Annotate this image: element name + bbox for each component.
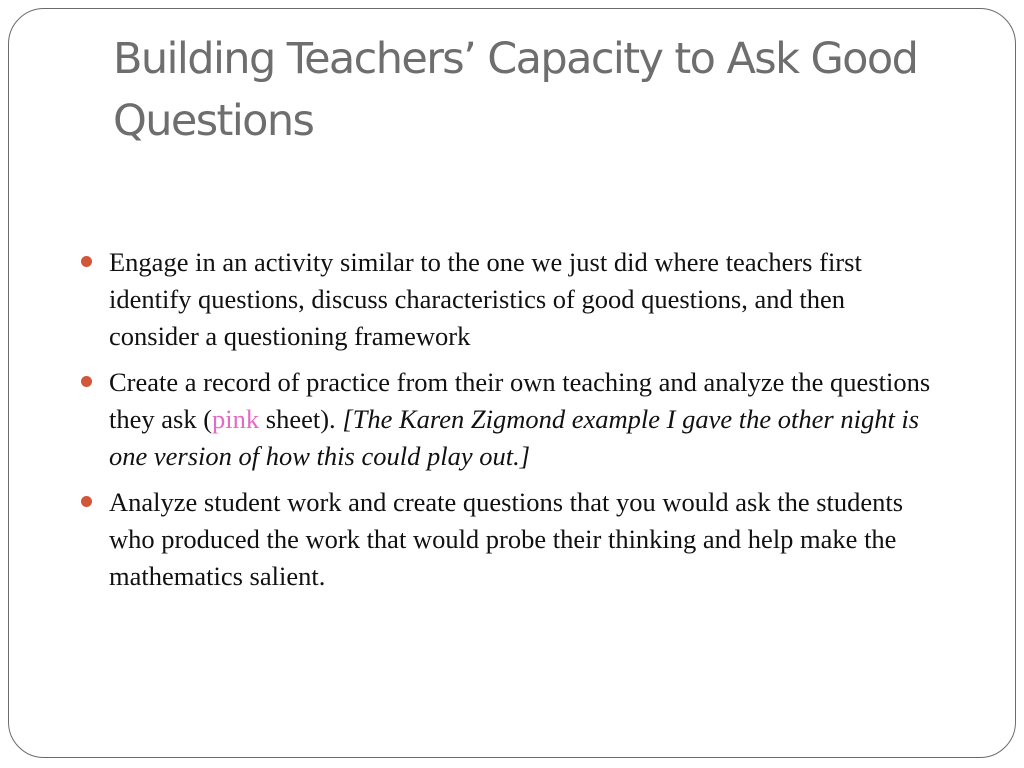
bullet-text-1: Engage in an activity similar to the one we just did where teachers first identify questions, discuss characteristics of good questions, and then consider a questioning framework — [109, 247, 862, 351]
bullet-item-2 — [80, 364, 940, 475]
bullet-text-2-after: sheet). — [259, 404, 343, 434]
pink-highlight-text: pink — [212, 404, 260, 434]
bullet-dot-icon — [81, 256, 92, 267]
bullet-text-2-before: Create a record of practice from their own teaching and analyze the questions they ask ( — [109, 367, 931, 434]
bullet-dot-icon — [81, 496, 92, 507]
bullet-italic-note: [The Karen Zigmond example I gave the other night is one version of how this could play out.] — [109, 404, 920, 471]
bullet-item-1 — [80, 244, 940, 355]
slide-title: Building Teachers’ Capacity to Ask Good Questions — [113, 34, 918, 146]
bullet-item-3 — [80, 484, 940, 595]
bullet-list — [80, 244, 940, 604]
bullet-dot-icon — [81, 376, 92, 387]
bullet-text-3: Analyze student work and create questions that you would ask the students who produced the work that would probe their thinking and help make the mathematics salient. — [109, 487, 904, 591]
